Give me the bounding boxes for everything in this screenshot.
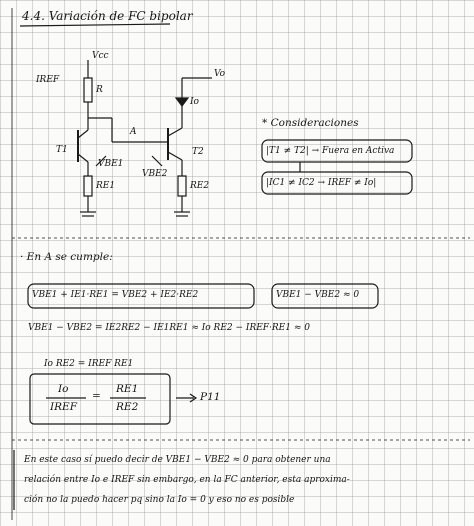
- ratio-numerator-right: RE1: [116, 383, 139, 395]
- paragraph-line-2: relación entre Io e IREF sin embargo, en la FC anterior, esta aproxima-: [24, 475, 350, 485]
- ratio-numerator-left: Io: [58, 383, 69, 395]
- resistor-re2-symbol: [178, 176, 186, 196]
- equation-2: VBE1 − VBE2 ≈ 0: [276, 290, 360, 300]
- vbe2-label: VBE2: [142, 169, 168, 179]
- paragraph-line-1: En este caso sí puedo decir de VBE1 − VBE2 ≈ 0 para obtener una: [24, 455, 331, 465]
- node-a-label: A: [130, 127, 137, 137]
- vo-label: Vo: [214, 69, 226, 79]
- page-title: 4.4. Variación de FC bipolar: [22, 9, 193, 23]
- ratio-result: P11: [200, 391, 221, 403]
- re2-label: RE2: [190, 181, 210, 191]
- resistor-re1-symbol: [84, 176, 92, 196]
- considerations-line-2: |IC1 ≠ IC2 → IREF ≠ Io|: [266, 178, 377, 188]
- ratio-denominator-right: RE2: [116, 401, 139, 413]
- equation-4: Io RE2 = IREF RE1: [44, 359, 134, 369]
- io-label: Io: [190, 97, 199, 107]
- vbe1-label: VBE1: [98, 159, 124, 169]
- equation-1: VBE1 + IE1·RE1 = VBE2 + IE2·RE2: [32, 290, 199, 300]
- ratio-equals: =: [92, 390, 101, 402]
- t1-label: T1: [56, 145, 68, 155]
- considerations-line-1: |T1 ≠ T2| → Fuera en Activa: [266, 146, 395, 156]
- considerations-heading: * Consideraciones: [262, 117, 359, 129]
- re1-label: RE1: [96, 181, 116, 191]
- t2-label: T2: [192, 147, 204, 157]
- intro-text: · En A se cumple:: [20, 251, 113, 263]
- r-label: R: [96, 85, 103, 95]
- equation-3: VBE1 − VBE2 = IE2RE2 − IE1RE1 ≈ Io RE2 − IREF·RE1 ≈ 0: [28, 323, 310, 333]
- paragraph-line-3: ción no la puedo hacer pq sino la Io = 0 y eso no es posible: [24, 495, 295, 505]
- ratio-denominator-left: IREF: [50, 401, 78, 413]
- resistor-r-symbol: [84, 78, 92, 102]
- vcc-label: Vcc: [92, 51, 109, 61]
- iref-label: IREF: [36, 75, 60, 85]
